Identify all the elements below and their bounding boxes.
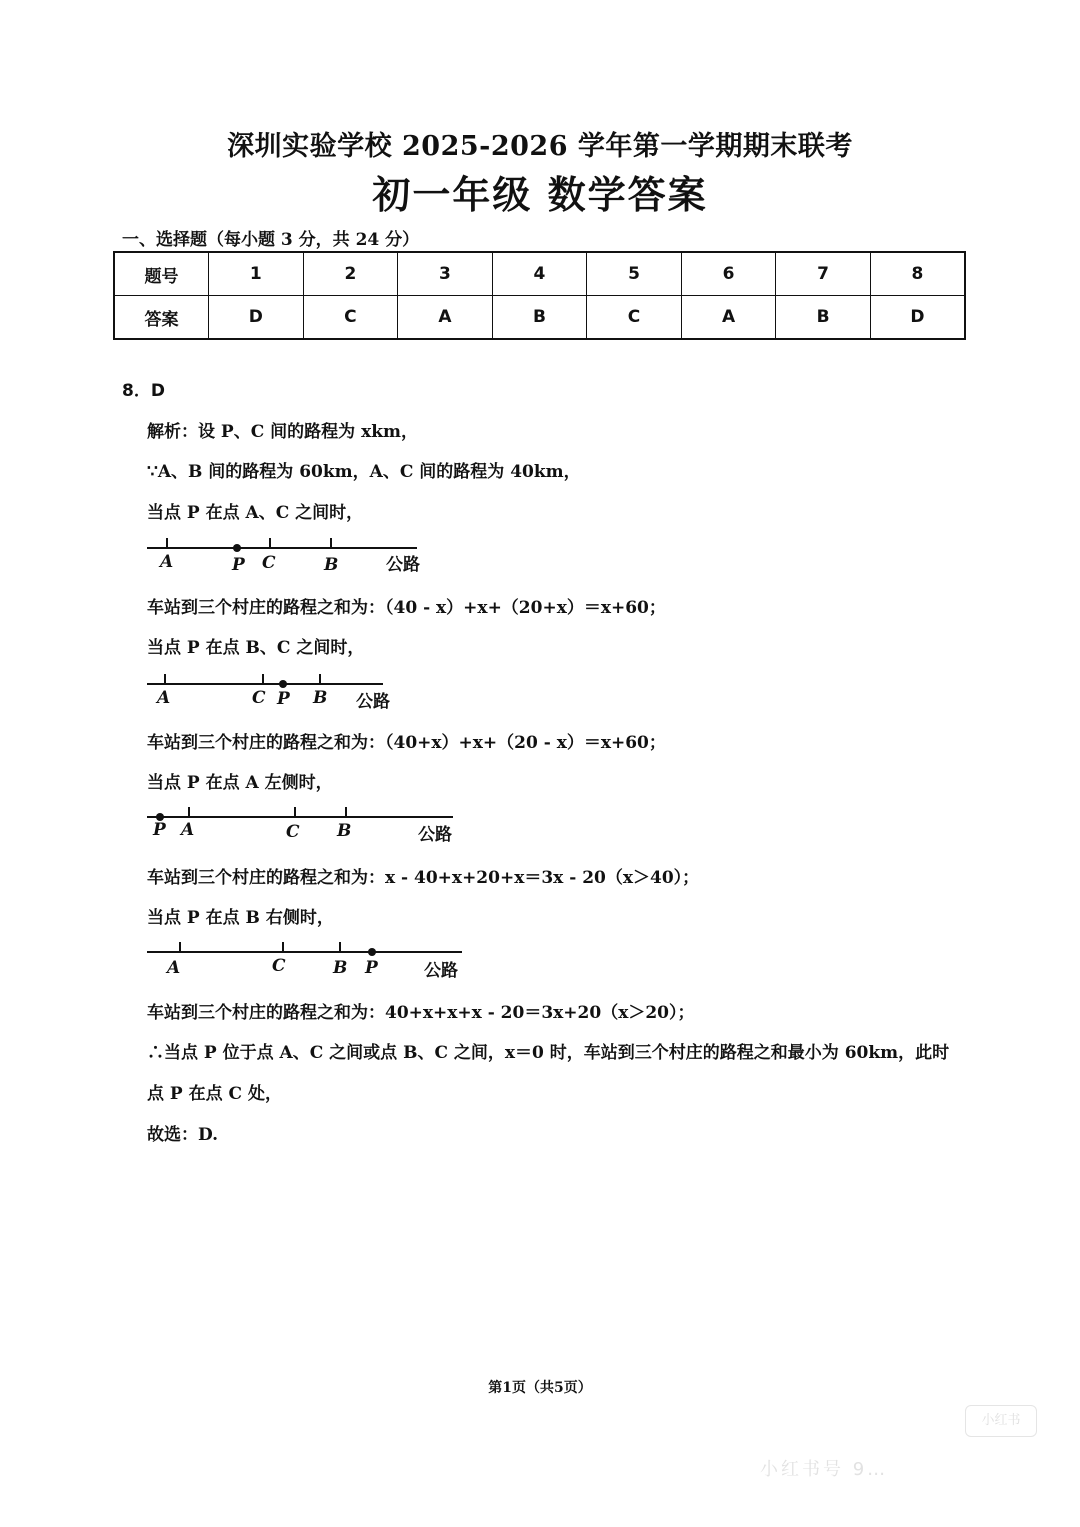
label-p: P (232, 555, 245, 575)
section-heading: 一、选择题（每小题 3 分，共 24 分） (122, 230, 420, 250)
point-p (233, 544, 241, 552)
label-p: P (365, 958, 378, 978)
label-a: A (181, 820, 195, 840)
label-road: 公路 (424, 961, 458, 981)
question-number: 3 (398, 252, 493, 296)
question-number: 2 (303, 252, 398, 296)
label-b: B (333, 958, 348, 978)
answer-cell: D (870, 296, 965, 340)
solution-line: 车站到三个村庄的路程之和为：40+x+x+x - 20＝3x+20（x＞20）； (147, 1003, 695, 1023)
solution-line: 点 P 在点 C 处， (147, 1084, 282, 1104)
solution-line: 当点 P 在点 A 左侧时， (147, 773, 333, 793)
label-c: C (262, 553, 276, 573)
solution-line: ∴当点 P 位于点 A、C 之间或点 B、C 之间，x＝0 时，车站到三个村庄的路程之和最小为 60km，此时 (147, 1043, 950, 1063)
solution-line: 解析：设 P、C 间的路程为 xkm， (147, 422, 418, 442)
label-b: B (313, 688, 328, 708)
label-c: C (272, 956, 286, 976)
document-subtitle: 初一年级 数学答案 (372, 172, 708, 217)
label-a: A (157, 688, 171, 708)
label-road: 公路 (418, 825, 452, 845)
answer-cell: A (398, 296, 493, 340)
solution-line: 车站到三个村庄的路程之和为：（40+x）+x+（20 - x）＝x+60； (147, 733, 666, 753)
question-number: 1 (209, 252, 304, 296)
label-p: P (277, 689, 290, 709)
question-number: 8 (870, 252, 965, 296)
row-label-question: 题号 (114, 252, 209, 296)
question-8-heading: 8．D (122, 381, 165, 401)
answer-cell: B (492, 296, 587, 340)
label-c: C (286, 822, 300, 842)
question-number: 4 (492, 252, 587, 296)
solution-line: 当点 P 在点 A、C 之间时， (147, 503, 364, 523)
label-b: B (324, 555, 339, 575)
watermark-id: 小红书号 9… (760, 1459, 889, 1480)
solution-line: ∵A、B 间的路程为 60km，A、C 间的路程为 40km， (147, 462, 581, 482)
solution-line: 当点 P 在点 B 右侧时， (147, 908, 334, 928)
label-a: A (167, 958, 181, 978)
number-line-diagram-4 (140, 935, 480, 985)
label-road: 公路 (356, 692, 390, 712)
watermark-badge: 小红书 (965, 1405, 1037, 1437)
answer-table (113, 251, 966, 340)
page-footer: 第1页（共5页） (488, 1380, 592, 1396)
solution-line: 车站到三个村庄的路程之和为：（40 - x）+x+（20+x）＝x+60； (147, 598, 666, 618)
answer-cell: C (303, 296, 398, 340)
solution-line: 当点 P 在点 B、C 之间时， (147, 638, 365, 658)
question-number: 6 (681, 252, 776, 296)
label-p: P (153, 820, 166, 840)
label-b: B (337, 821, 352, 841)
point-p (279, 680, 287, 688)
solution-line: 车站到三个村庄的路程之和为：x - 40+x+20+x＝3x - 20（x＞40）； (147, 868, 700, 888)
row-label-answer: 答案 (114, 296, 209, 340)
label-road: 公路 (386, 555, 420, 575)
answer-cell: A (681, 296, 776, 340)
number-line-diagram-1 (140, 530, 440, 580)
table-row-answers (114, 296, 965, 340)
solution-line: 故选：D. (147, 1125, 219, 1145)
document-title: 深圳实验学校 2025-2026 学年第一学期期末联考 (227, 131, 853, 162)
point-p (368, 948, 376, 956)
table-row-questions (114, 252, 965, 296)
answer-cell: C (587, 296, 682, 340)
label-c: C (252, 688, 266, 708)
answer-cell: B (776, 296, 871, 340)
label-a: A (160, 552, 174, 572)
answer-cell: D (209, 296, 304, 340)
number-line-diagram-2 (140, 665, 440, 715)
question-number: 7 (776, 252, 871, 296)
question-number: 5 (587, 252, 682, 296)
number-line-diagram-3 (140, 800, 470, 850)
